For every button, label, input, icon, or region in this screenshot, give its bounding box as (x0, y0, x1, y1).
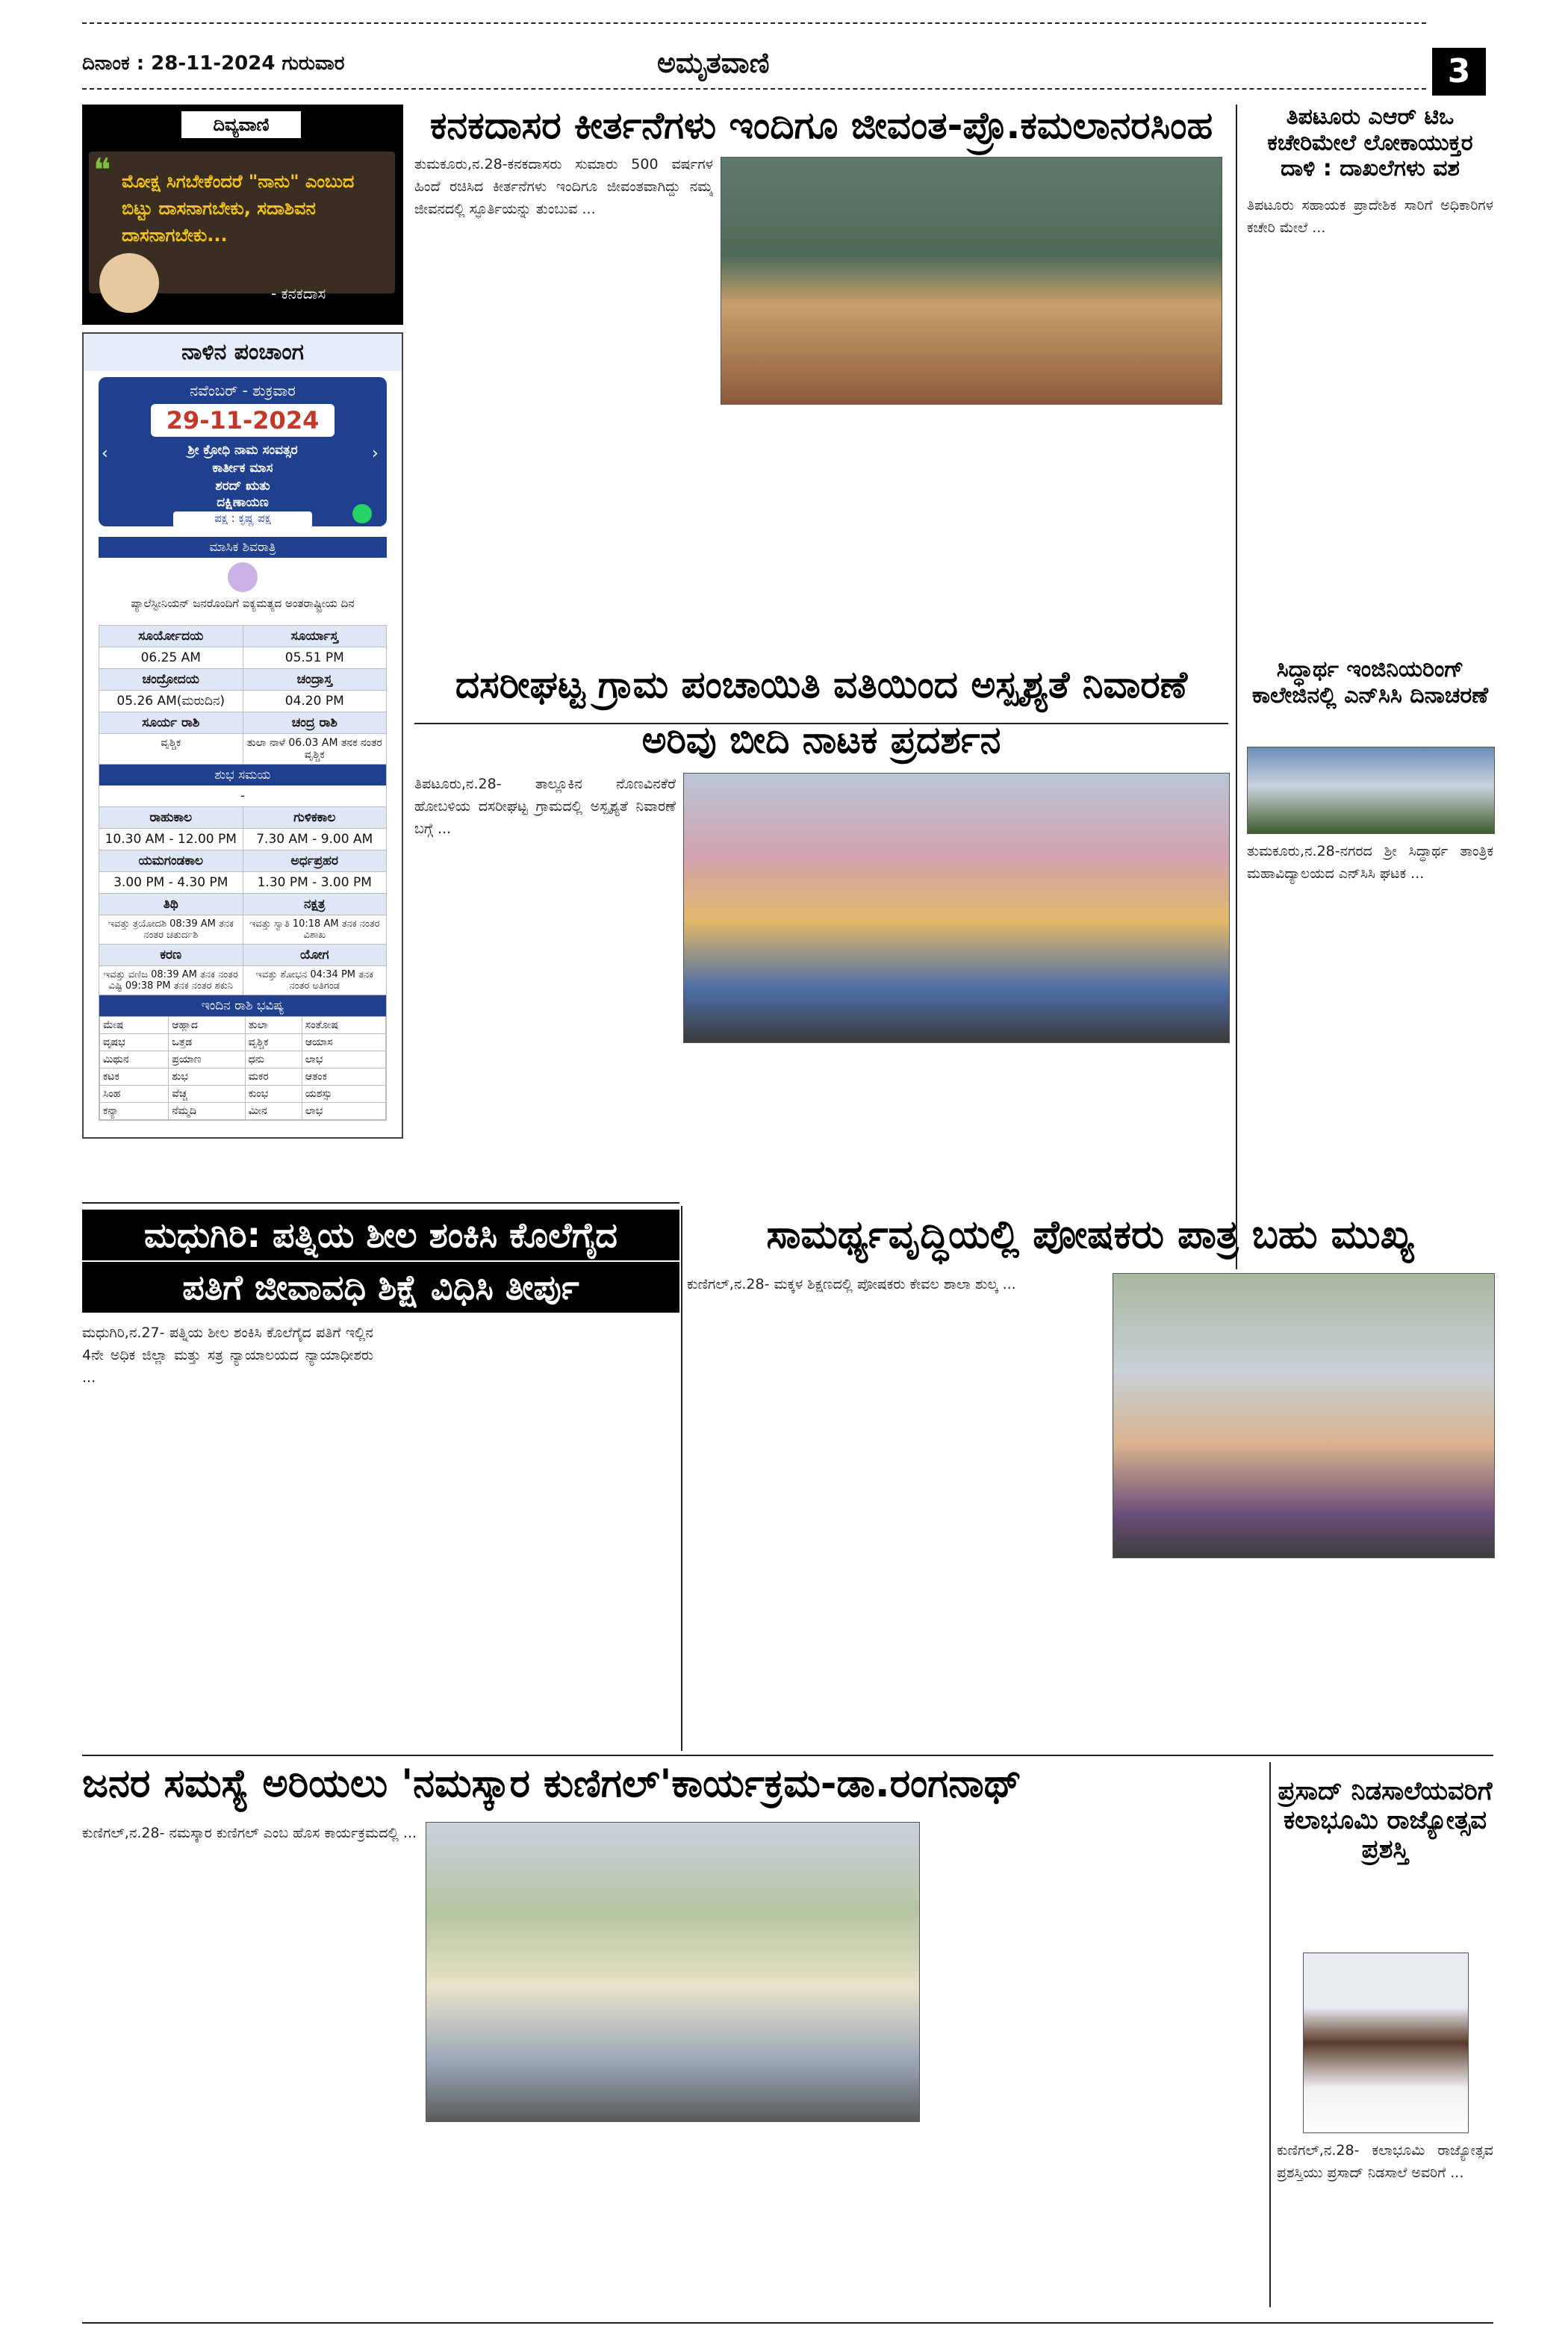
namaskara-body-col2 (426, 2128, 918, 2307)
abhijit-value: 1.30 PM - 3.00 PM (257, 875, 372, 890)
masika-text: ಪ್ಯಾಲೆಸ್ಟೀನಿಯನ್ ಜನರೊಂದಿಗೆ ಐಕ್ಯಮತ್ಯದ ಅಂತರಾಷ್ಟ್ರೀಯ ದಿನ (131, 597, 355, 610)
yama-label: ಯಮಗಂಡಕಾಲ (99, 850, 243, 871)
sunrise-label: ಸೂರ್ಯೋದಯ (99, 626, 243, 647)
panchanga-date-card (99, 377, 387, 526)
masthead-date: ದಿನಾಂಕ : 28-11-2024 ಗುರುವಾರ (82, 52, 345, 75)
shubha-row (99, 785, 386, 807)
panchanga-samvatsara: ಶ್ರೀ ಕ್ರೋಧಿ ನಾಮ ಸಂವತ್ಸರ (187, 443, 298, 458)
rashi-prediction: ಸಂತೋಷ (302, 1017, 385, 1034)
ncc-headline: ಸಿದ್ಧಾರ್ಥ ಇಂಜಿನಿಯರಿಂಗ್ ಕಾಲೇಜಿನಲ್ಲಿ ಎನ್‌ಸಿಸಿ ದಿನಾಚರಣೆ (1251, 656, 1489, 709)
kanakadasa-headline: ಕನಕದಾಸರ ಕೀರ್ತನೆಗಳು ಇಂದಿಗೂ ಜೀವಂತ-ಪ್ರೊ.ಕಮಲಾನರಸಿಂಹ (429, 104, 1213, 147)
gulika-label: ಗುಳಿಕಕಾಲ (293, 810, 336, 825)
madhugiri-body: ಮಧುಗಿರಿ,ನ.27- ಪತ್ನಿಯ ಶೀಲ ಶಂಕಿಸಿ ಕೊಲೆಗೈದ ಪತಿಗೆ ಇಲ್ಲಿನ 4ನೇ ಅಧಿಕ ಜಿಲ್ಲಾ ಮತ್ತು ಸತ್ರ ನ್ಯಾಯಾಲಯದ ನ್ಯಾಯಾಧೀಶರು ... (82, 1325, 373, 1386)
rashi-name: ಮೇಷ (100, 1017, 169, 1034)
prasad-headline: ಪ್ರಸಾದ್ ನಿಡಸಾಲೆಯವರಿಗೆ ಕಲಾಭೂಮಿ ರಾಜ್ಯೋತ್ಸವ ಪ್ರಶಸ್ತಿ (1278, 1776, 1493, 1865)
namaskara-body: ಕುಣಿಗಲ್,ನ.28- ನಮಸ್ಕಾರ ಕುಣಿಗಲ್ ಎಂಬ ಹೊಸ ಕಾರ್ಯಕ್ರಮದಲ್ಲಿ ... (82, 1825, 417, 1841)
panchanga-date: 29-11-2024 (151, 404, 335, 437)
poshakaru-body: ಕುಣಿಗಲ್,ನ.28- ಮಕ್ಕಳ ಶಿಕ್ಷಣದಲ್ಲಿ ಪೋಷಕರು ಕೇವಲ ಶಾಲಾ ಶುಲ್ಕ ... (687, 1276, 1016, 1292)
moon-value-row (99, 691, 386, 712)
rashi-bhavishya-title: ಇಂದಿನ ರಾಶಿ ಭವಿಷ್ಯ (99, 995, 386, 1016)
rashi-prediction: ವೆಚ್ಚ (169, 1086, 245, 1103)
karana-label: ಕರಣ (99, 945, 243, 965)
panchanga-ritu: ಶರದ್ ಋತು (215, 479, 270, 494)
yoga-label: ಯೋಗ (299, 948, 329, 962)
gulika-value: 7.30 AM - 9.00 AM (256, 832, 373, 847)
sun-value-row (99, 647, 386, 669)
rashi-label-row (99, 712, 386, 734)
rashi-prediction: ನೆಮ್ಮದಿ (169, 1103, 245, 1120)
karana-label-row (99, 945, 386, 966)
paper-name: ಅಮೃತವಾಣಿ (657, 46, 770, 79)
poshakaru-photo (1113, 1273, 1495, 1558)
shiva-icon (228, 562, 258, 592)
panchanga-ayana: ದಕ್ಷಿಣಾಯಣ (217, 495, 269, 510)
divyavani-quote: ಮೋಕ್ಷ ಸಿಗಬೇಕೆಂದರೆ "ನಾನು" ಎಂಬುದ ಬಿಟ್ಟು ದಾಸನಾಗಬೇಕು, ಸದಾಶಿವನ ದಾಸನಾಗಬೇಕು... (122, 171, 355, 246)
tithi-value: ಇವತ್ತು ತ್ರಯೋದಶಿ 08:39 AM ತನಕ ನಂತರ ಚತುರ್ದಶಿ (99, 915, 243, 944)
madhugiri-headline-line2: ಪತಿಗೆ ಜೀವಾವಧಿ ಶಿಕ್ಷೆ ವಿಧಿಸಿ ತೀರ್ಪು (82, 1262, 679, 1313)
whatsapp-icon[interactable] (352, 504, 372, 523)
ncc-body: ತುಮಕೂರು,ನ.28-ನಗರದ ಶ್ರೀ ಸಿದ್ಧಾರ್ಥ ತಾಂತ್ರಿಕ ಮಹಾವಿದ್ಯಾಲಯದ ಎನ್‌ಸಿಸಿ ಘಟಕ ... (1247, 843, 1493, 882)
kanakadasa-body: ತುಮಕೂರು,ನ.28-ಕನಕದಾಸರು ಸುಮಾರು 500 ವರ್ಷಗಳ ಹಿಂದೆ ರಚಿಸಿದ ಕೀರ್ತನೆಗಳು ಇಂದಿಗೂ ಜೀವಂತವಾಗಿದ್ದು ನಮ್ಮ ಜೀವನದಲ್ಲಿ ಸ್ಫೂರ್ತಿಯನ್ನು ತುಂಬುವ ... (414, 156, 713, 217)
ncc-photo (1247, 747, 1495, 834)
tithi-label-row (99, 894, 386, 915)
right-column-rule (1236, 105, 1237, 1269)
rashi-name: ತುಲಾ (245, 1017, 302, 1034)
tithi-value-row (99, 915, 386, 945)
rashi-row (100, 1034, 386, 1051)
sunset-value: 05.51 PM (284, 650, 344, 665)
moonset-value: 04.20 PM (284, 694, 344, 709)
tithi-label: ತಿಥಿ (99, 894, 243, 915)
karana-value-row (99, 966, 386, 995)
dasarighatta-photo (683, 773, 1230, 1043)
divyavani-box (82, 105, 403, 325)
lokayukta-headline: ತಿಪಟೂರು ಎಆರ್ ಟಿಒ ಕಚೇರಿಮೇಲೆ ಲೋಕಾಯುಕ್ತರ ದಾಳಿ : ದಾಖಲೆಗಳು ವಶ (1267, 104, 1473, 181)
rashi-row (100, 1086, 386, 1103)
rashi-prediction: ಲಾಭ (302, 1103, 385, 1120)
poshakaru-left-rule (681, 1206, 682, 1751)
shubha-value: - (240, 788, 246, 803)
page-bottom-rule (82, 2322, 1493, 2324)
moon-label-row (99, 669, 386, 691)
madhugiri-top-rule (82, 1202, 679, 1204)
masika-section (99, 537, 387, 616)
surya-rashi-value: ವೃಶ್ಚಿಕ (99, 734, 243, 764)
namaskara-top-rule (82, 1755, 1493, 1756)
masika-content (99, 558, 387, 616)
yama-value: 3.00 PM - 4.30 PM (99, 872, 243, 893)
rashi-row (100, 1051, 386, 1068)
chandra-rashi-value: ತುಲಾ ನಾಳೆ 06.03 AM ತನಕ ನಂತರ ವೃಶ್ಚಿಕ (246, 737, 382, 761)
rashi-name: ಮೀನ (245, 1103, 302, 1120)
rahu-label: ರಾಹುಕಾಲ (99, 807, 243, 828)
namaskara-body-col3 (926, 1822, 1262, 2307)
dasarighatta-body: ತಿಪಟೂರು,ನ.28- ತಾಲ್ಲೂಕಿನ ನೊಣವಿನಕೆರೆ ಹೋಬಳಿಯ ದಸರೀಘಟ್ಟ ಗ್ರಾಮದಲ್ಲಿ ಅಸ್ಪೃಶ್ಯತೆ ನಿವಾರಣೆ ಬಗ್ಗೆ ... (414, 776, 676, 837)
moonrise-label: ಚಂದ್ರೋದಯ (99, 669, 243, 690)
namaskara-photo (426, 1822, 920, 2122)
masthead-top-rule (82, 22, 1426, 24)
nakshatra-label: ನಕ್ಷತ್ರ (304, 897, 326, 912)
rashi-row (100, 1068, 386, 1086)
panchanga-table (99, 625, 387, 1121)
lokayukta-body: ತಿಪಟೂರು ಸಹಾಯಕ ಪ್ರಾದೇಶಿಕ ಸಾರಿಗೆ ಅಧಿಕಾರಿಗಳ ಕಚೇರಿ ಮೇಲೆ ... (1247, 197, 1493, 236)
prasad-photo (1303, 1953, 1469, 2133)
rashi-name: ಧನು (245, 1051, 302, 1068)
rahu-label-row (99, 807, 386, 829)
yama-label-row (99, 850, 386, 872)
rashi-row (100, 1017, 386, 1034)
rahu-value-row (99, 829, 386, 850)
masthead-bottom-rule (82, 88, 1426, 90)
rashi-prediction: ಆಯಾಸ (302, 1034, 385, 1051)
madhugiri-body-col2 (385, 1322, 676, 1747)
kanakadasa-portrait (99, 253, 159, 313)
namaskara-headline: ಜನರ ಸಮಸ್ಯೆ ಅರಿಯಲು 'ನಮಸ್ಕಾರ ಕುಣಿಗಲ್'ಕಾರ್ಯಕ್ರಮ-ಡಾ.ರಂಗನಾಥ್ (82, 1761, 1022, 1806)
moonset-label: ಚಂದ್ರಾಸ್ತ (296, 672, 332, 687)
panchanga-title: ನಾಳಿನ ಪಂಚಾಂಗ (84, 334, 402, 371)
sun-label-row (99, 626, 386, 647)
moonrise-value: 05.26 AM(ಮರುದಿನ) (99, 691, 243, 712)
prev-day-icon[interactable]: ‹ (102, 444, 108, 463)
rashi-prediction: ಲಾಭ (302, 1051, 385, 1068)
yama-value-row (99, 872, 386, 894)
panchanga-box (82, 332, 403, 1139)
rashi-bhavishya-table (99, 1016, 386, 1120)
yoga-value: ಇವತ್ತು ಶೋಭನ 04:34 PM ತನಕ ನಂತರ ಅತಿಗಂಡ (255, 969, 374, 992)
rahu-value: 10.30 AM - 12.00 PM (99, 829, 243, 850)
prasad-left-rule (1269, 1762, 1271, 2307)
masika-title: ಮಾಸಿಕ ಶಿವರಾತ್ರಿ (99, 537, 387, 558)
rashi-name: ಕಟಕ (100, 1068, 169, 1086)
shubha-title: ಶುಭ ಸಮಯ (99, 765, 386, 785)
rashi-name: ವೃಷಭ (100, 1034, 169, 1051)
rashi-value-row (99, 734, 386, 765)
rashi-name: ಮಕರ (245, 1068, 302, 1086)
sunset-label: ಸೂರ್ಯಾಸ್ತ (290, 629, 338, 644)
rashi-prediction: ಪ್ರಯಾಣ (169, 1051, 245, 1068)
sunrise-value: 06.25 AM (99, 647, 243, 668)
nakshatra-value: ಇವತ್ತು ಸ್ವಾತಿ 10:18 AM ತನಕ ನಂತರ ವಿಶಾಖ (249, 918, 380, 941)
rashi-prediction: ಯಶಸ್ಸು (302, 1086, 385, 1103)
rashi-name: ಕನ್ಯಾ (100, 1103, 169, 1120)
rashi-prediction: ಒತ್ತಡ (169, 1034, 245, 1051)
madhugiri-headline-line1: ಮಧುಗಿರಿ: ಪತ್ನಿಯ ಶೀಲ ಶಂಕಿಸಿ ಕೊಲೆಗೈದ (82, 1210, 679, 1260)
rashi-prediction: ಆತಂಕ (302, 1068, 385, 1086)
chandra-rashi-label: ಚಂದ್ರ ರಾಶಿ (291, 715, 337, 730)
panchanga-month-line: ನವೆಂಬರ್ - ಶುಕ್ರವಾರ (190, 382, 296, 399)
rashi-name: ಮಿಥುನ (100, 1051, 169, 1068)
rashi-name: ಕುಂಭ (245, 1086, 302, 1103)
rashi-prediction: ಶುಭ (169, 1068, 245, 1086)
panchanga-masa: ಕಾರ್ತೀಕ ಮಾಸ (212, 461, 273, 476)
prasad-body: ಕುಣಿಗಲ್,ನ.28- ಕಲಾಭೂಮಿ ರಾಜ್ಯೋತ್ಸವ ಪ್ರಶಸ್ತಿಯು ಪ್ರಸಾದ್ ನಿಡಸಾಲೆ ಅವರಿಗೆ ... (1277, 2142, 1493, 2181)
surya-rashi-label: ಸೂರ್ಯ ರಾಶಿ (99, 712, 243, 733)
abhijit-label: ಅರ್ಧಪ್ರಹರ (290, 853, 338, 868)
rashi-prediction: ಆಹ್ಲಾದ (169, 1017, 245, 1034)
poshakaru-caption (1113, 1561, 1493, 1751)
karana-value: ಇವತ್ತು ವಣಿಜ 08:39 AM ತನಕ ನಂತರ ವಿಷ್ಟಿ 09:38 PM ತನಕ ನಂತರ ಶಕುನಿ (99, 966, 243, 995)
divyavani-title: ದಿವ್ಯವಾಣಿ (181, 111, 301, 138)
quote-mark-icon: ❝ (93, 152, 111, 190)
rashi-name: ವೃಶ್ಚಿಕ (245, 1034, 302, 1051)
kanakadasa-event-photo (721, 157, 1222, 405)
poshakaru-headline: ಸಾಮರ್ಥ್ಯವೃದ್ಧಿಯಲ್ಲಿ ಪೋಷಕರು ಪಾತ್ರ ಬಹು ಮುಖ್ಯ (766, 1213, 1414, 1257)
rashi-row (100, 1103, 386, 1120)
next-day-icon[interactable]: › (372, 444, 379, 463)
divyavani-author: - ಕನಕದಾಸ (271, 284, 326, 302)
panchanga-paksha: ಪಕ್ಷ : ಕೃಷ್ಣ ಪಕ್ಷ (173, 511, 312, 528)
rashi-name: ಸಿಂಹ (100, 1086, 169, 1103)
page-number: 3 (1432, 48, 1486, 96)
dasarighatta-headline: ದಸರೀಘಟ್ಟ ಗ್ರಾಮ ಪಂಚಾಯಿತಿ ವತಿಯಿಂದ ಅಸ್ಪೃಶ್ಯತೆ ನಿವಾರಣೆ ಅರಿವು ಬೀದಿ ನಾಟಕ ಪ್ರದರ್ಶನ (455, 663, 1188, 762)
